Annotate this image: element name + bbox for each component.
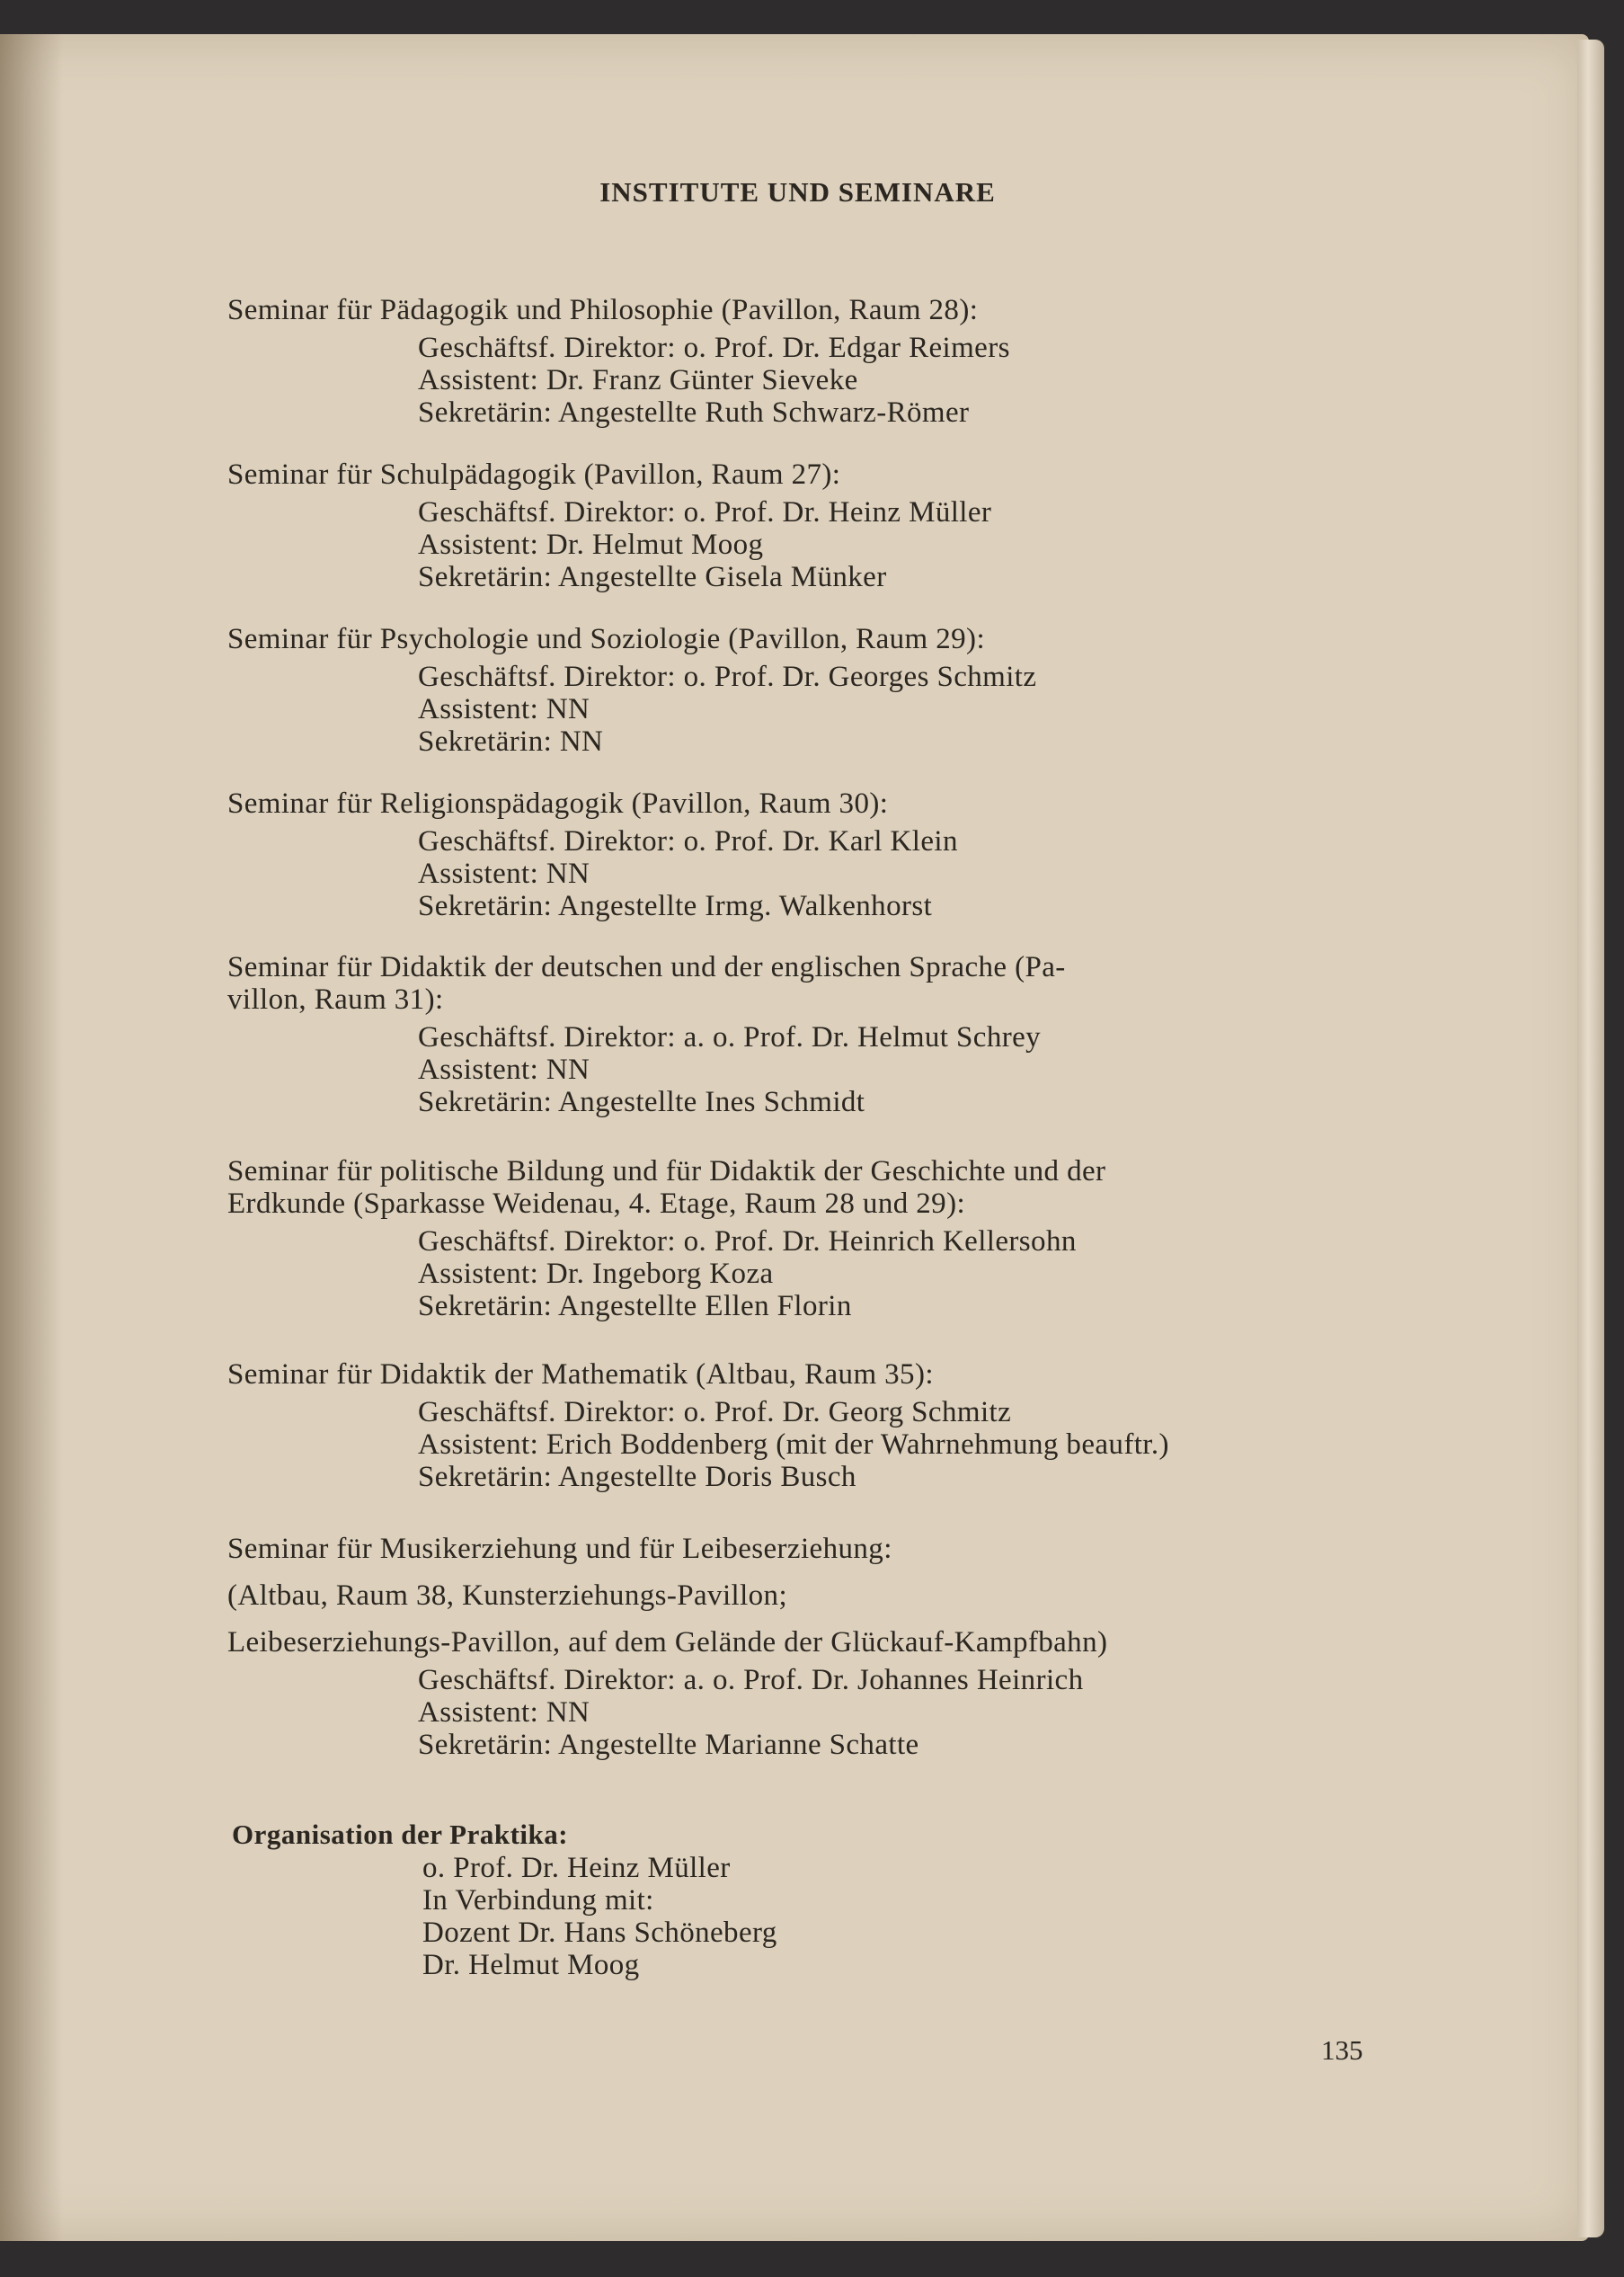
seminar-heading-line: Seminar für Didaktik der deutschen und der englischen Sprache (Pa- xyxy=(227,951,1066,983)
assistant-line: Assistent: Dr. Franz Günter Sieveke xyxy=(418,364,858,396)
assistant-line: Assistent: NN xyxy=(418,693,590,725)
assistant-line: Assistent: NN xyxy=(418,1054,590,1086)
seminar-didaktik-sprache xyxy=(227,951,1378,1118)
director-line: Geschäftsf. Direktor: o. Prof. Dr. Georg Schmitz xyxy=(418,1396,1012,1428)
page-title: INSTITUTE UND SEMINARE xyxy=(599,176,996,208)
seminar-heading: Seminar für Pädagogik und Philosophie (Pavillon, Raum 28): xyxy=(227,294,979,326)
secretary-line: Sekretärin: NN xyxy=(418,725,604,758)
seminar-musik-leibeserziehung xyxy=(227,1533,1378,1761)
organisation-heading: Organisation der Praktika: xyxy=(232,1819,569,1850)
assistant-line: Assistent: Erich Boddenberg (mit der Wahrnehmung beauftr.) xyxy=(418,1428,1169,1461)
binding-shadow xyxy=(0,34,63,2241)
secretary-line: Sekretärin: Angestellte Gisela Münker xyxy=(418,561,887,593)
seminar-heading: Seminar für Schulpädagogik (Pavillon, Raum 27): xyxy=(227,458,841,491)
secretary-line: Sekretärin: Angestellte Ruth Schwarz-Römer xyxy=(418,396,970,429)
director-line: Geschäftsf. Direktor: o. Prof. Dr. Edgar Reimers xyxy=(418,332,1010,364)
organisation-line: In Verbindung mit: xyxy=(422,1884,654,1917)
assistant-line: Assistent: NN xyxy=(418,1696,590,1729)
director-line: Geschäftsf. Direktor: a. o. Prof. Dr. Johannes Heinrich xyxy=(418,1664,1084,1696)
organisation-line: Dr. Helmut Moog xyxy=(422,1949,640,1981)
secretary-line: Sekretärin: Angestellte Irmg. Walkenhorst xyxy=(418,890,933,922)
page-edge xyxy=(1577,40,1604,2237)
secretary-line: Sekretärin: Angestellte Ines Schmidt xyxy=(418,1086,865,1118)
seminar-religionspaedagogik xyxy=(227,787,1378,922)
assistant-line: Assistent: Dr. Helmut Moog xyxy=(418,529,764,561)
seminar-heading-line: villon, Raum 31): xyxy=(227,983,444,1016)
seminar-heading: Seminar für Religionspädagogik (Pavillon, Raum 30): xyxy=(227,787,889,820)
seminar-heading-line: (Altbau, Raum 38, Kunsterziehungs-Pavillon; xyxy=(227,1579,788,1612)
secretary-line: Sekretärin: Angestellte Ellen Florin xyxy=(418,1290,852,1322)
seminar-heading-line: Erdkunde (Sparkasse Weidenau, 4. Etage, Raum 28 und 29): xyxy=(227,1187,966,1220)
director-line: Geschäftsf. Direktor: o. Prof. Dr. Karl Klein xyxy=(418,825,958,858)
seminar-heading-line: Seminar für Musikerziehung und für Leibeserziehung: xyxy=(227,1533,892,1565)
seminar-heading: Seminar für Didaktik der Mathematik (Altbau, Raum 35): xyxy=(227,1358,934,1391)
seminar-heading: Seminar für Psychologie und Soziologie (Pavillon, Raum 29): xyxy=(227,623,986,655)
director-line: Geschäftsf. Direktor: o. Prof. Dr. Heinz Müller xyxy=(418,496,992,529)
director-line: Geschäftsf. Direktor: o. Prof. Dr. Heinrich Kellersohn xyxy=(418,1225,1077,1258)
seminar-didaktik-mathematik xyxy=(227,1358,1378,1493)
assistant-line: Assistent: Dr. Ingeborg Koza xyxy=(418,1258,774,1290)
organisation-line: o. Prof. Dr. Heinz Müller xyxy=(422,1852,731,1884)
page-number: 135 xyxy=(1321,2034,1363,2066)
organisation-block xyxy=(232,1818,1310,1981)
seminar-psychologie-soziologie xyxy=(227,623,1378,758)
assistant-line: Assistent: NN xyxy=(418,858,590,890)
secretary-line: Sekretärin: Angestellte Marianne Schatte xyxy=(418,1729,919,1761)
director-line: Geschäftsf. Direktor: a. o. Prof. Dr. Helmut Schrey xyxy=(418,1021,1042,1054)
director-line: Geschäftsf. Direktor: o. Prof. Dr. Georges Schmitz xyxy=(418,661,1037,693)
seminar-schulpaedagogik xyxy=(227,458,1378,593)
secretary-line: Sekretärin: Angestellte Doris Busch xyxy=(418,1461,856,1493)
seminar-heading-line: Leibeserziehungs-Pavillon, auf dem Gelände der Glückauf-Kampfbahn) xyxy=(227,1626,1108,1659)
seminar-heading-line: Seminar für politische Bildung und für Didaktik der Geschichte und der xyxy=(227,1155,1106,1187)
seminar-politische-bildung xyxy=(227,1155,1378,1322)
seminar-paedagogik-philosophie xyxy=(227,294,1378,429)
organisation-line: Dozent Dr. Hans Schöneberg xyxy=(422,1917,777,1949)
